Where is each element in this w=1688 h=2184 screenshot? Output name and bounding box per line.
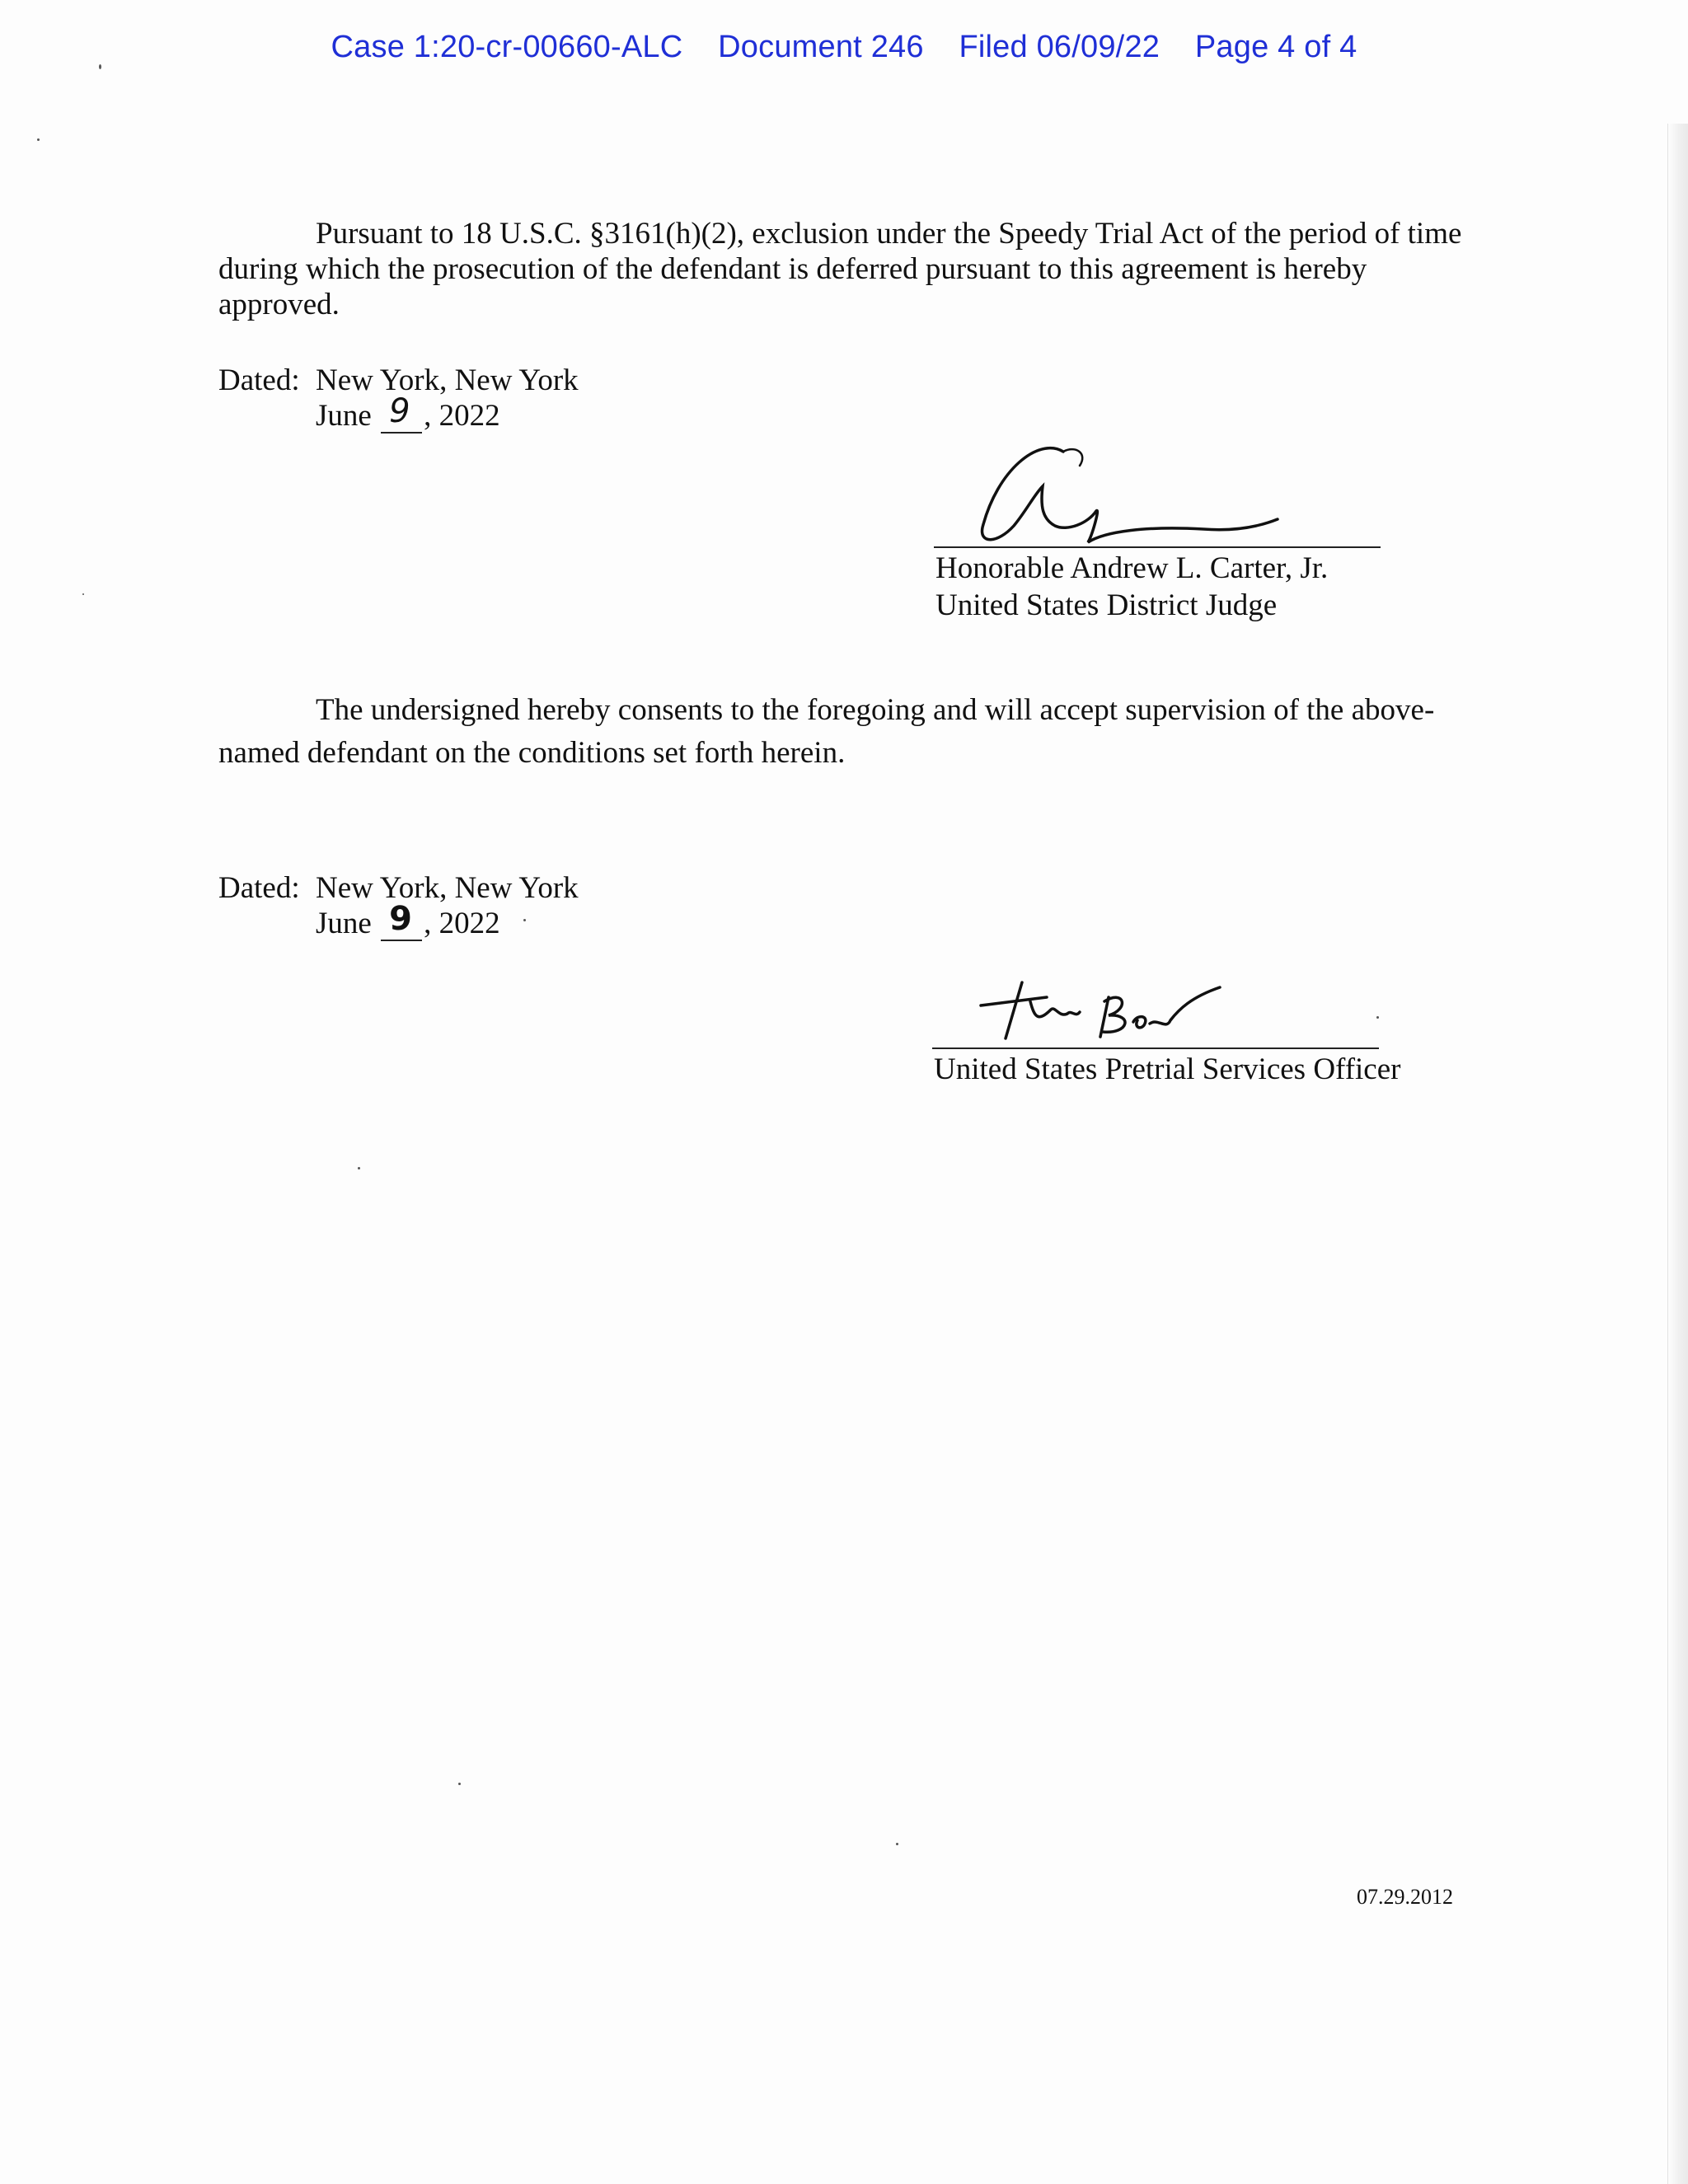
consent-paragraph xyxy=(218,689,1455,775)
dated-month-2: June xyxy=(316,907,372,940)
dated-place-2: New York, New York xyxy=(316,871,579,905)
scan-speck xyxy=(523,919,526,921)
day-blank-1 xyxy=(381,392,422,434)
speedy-trial-paragraph xyxy=(218,216,1471,322)
filed-date: Filed 06/09/22 xyxy=(959,30,1160,64)
dated-place-1: New York, New York xyxy=(316,363,579,397)
dated-year-1: , 2022 xyxy=(424,399,500,433)
scan-speck xyxy=(99,64,101,69)
handwritten-day-2: 9 xyxy=(389,900,412,938)
officer-signature-line xyxy=(932,1047,1379,1049)
scan-speck xyxy=(896,1843,898,1845)
page-edge-shadow xyxy=(1667,124,1688,2184)
scan-speck xyxy=(1376,1016,1379,1019)
dated-label-1: Dated: xyxy=(218,363,300,397)
dated-label-2: Dated: xyxy=(218,871,300,905)
scan-speck xyxy=(37,138,40,141)
case-number: Case 1:20-cr-00660-ALC xyxy=(331,30,683,64)
officer-signature-image xyxy=(973,972,1253,1047)
scan-speck xyxy=(358,1167,360,1169)
judge-name: Honorable Andrew L. Carter, Jr. xyxy=(935,551,1329,585)
case-header xyxy=(0,30,1688,65)
consent-text: The undersigned hereby consents to the foregoing and will accept supervision of the above-named defendant on the conditions set forth herein. xyxy=(218,693,1435,770)
scan-speck xyxy=(458,1783,461,1785)
scan-speck xyxy=(82,593,84,595)
judge-signature-line xyxy=(934,546,1381,548)
dated-month-1: June xyxy=(316,399,372,433)
speedy-trial-text: Pursuant to 18 U.S.C. §3161(h)(2), exclusion under the Speedy Trial Act of the period of time during which the prosecution of the defendant is deferred pursuant to this agreement is hereby approved. xyxy=(218,217,1462,321)
page-number: Page 4 of 4 xyxy=(1194,30,1357,64)
dated-date-1 xyxy=(316,392,500,434)
day-blank-2 xyxy=(381,900,422,941)
officer-title: United States Pretrial Services Officer xyxy=(934,1052,1401,1086)
handwritten-day-1: 9 xyxy=(389,392,410,430)
dated-year-2: , 2022 xyxy=(424,907,500,940)
judge-title: United States District Judge xyxy=(935,588,1278,622)
form-revision-code: 07.29.2012 xyxy=(1357,1885,1453,1909)
document-number: Document 246 xyxy=(718,30,924,64)
judge-signature-image xyxy=(964,429,1302,552)
dated-date-2 xyxy=(316,900,500,941)
